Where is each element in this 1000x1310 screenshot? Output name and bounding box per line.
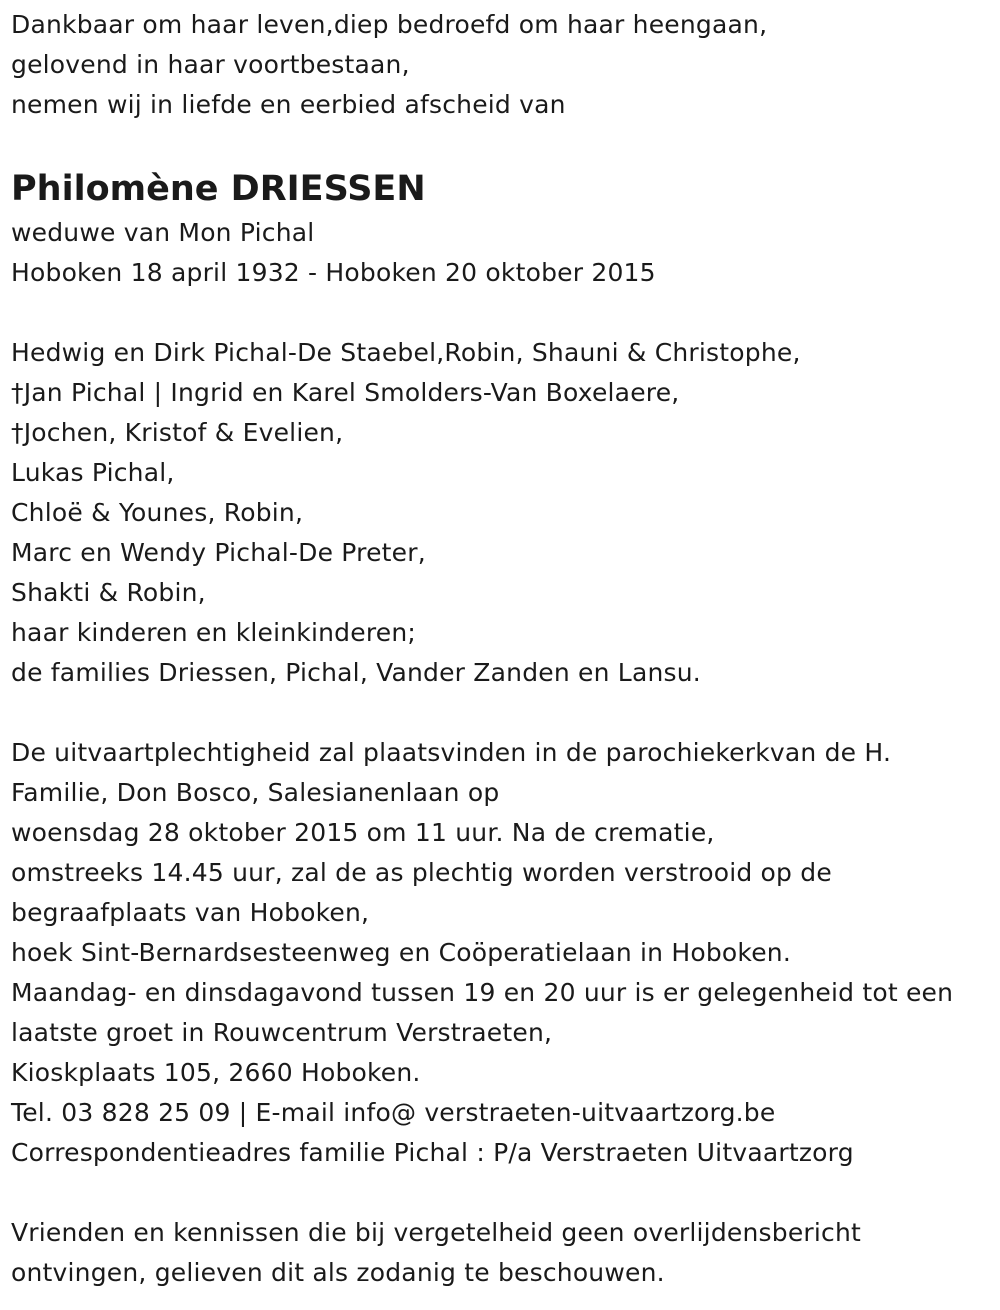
ceremony-block xyxy=(11,733,996,1173)
family-line: Chloë & Younes, Robin, xyxy=(11,498,304,527)
family-line: Lukas Pichal, xyxy=(11,458,175,487)
intro-line: nemen wij in liefde en eerbied afscheid van xyxy=(11,90,566,119)
ceremony-line: Kioskplaats 105, 2660 Hoboken. xyxy=(11,1058,421,1087)
family-line: †Jochen, Kristof & Evelien, xyxy=(11,418,344,447)
family-line: Shakti & Robin, xyxy=(11,578,206,607)
deceased-name: Philomène DRIESSEN xyxy=(11,169,426,209)
ceremony-line: laatste groet in Rouwcentrum Verstraeten, xyxy=(11,1018,553,1047)
intro-line: Dankbaar om haar leven,diep bedroefd om haar heengaan, xyxy=(11,10,768,39)
closing-line: Vrienden en kennissen die bij vergetelheid geen overlijdensbericht xyxy=(11,1218,862,1247)
ceremony-line: De uitvaartplechtigheid zal plaatsvinden in de parochiekerkvan de H. xyxy=(11,738,892,767)
life-dates: Hoboken 18 april 1932 - Hoboken 20 oktober 2015 xyxy=(11,258,656,287)
contact-line: Tel. 03 828 25 09 | E-mail info@ verstraeten-uitvaartzorg.be xyxy=(11,1098,776,1127)
family-line: de families Driessen, Pichal, Vander Zanden en Lansu. xyxy=(11,658,701,687)
spacer xyxy=(11,125,996,165)
correspondence-line: Correspondentieadres familie Pichal : P/a Verstraeten Uitvaartzorg xyxy=(11,1138,854,1167)
deceased-block xyxy=(11,165,996,293)
ceremony-line: Maandag- en dinsdagavond tussen 19 en 20 uur is er gelegenheid tot een xyxy=(11,978,954,1007)
ceremony-line: woensdag 28 oktober 2015 om 11 uur. Na de crematie, xyxy=(11,818,715,847)
family-line: Marc en Wendy Pichal-De Preter, xyxy=(11,538,426,567)
intro-block xyxy=(11,5,996,125)
intro-line: gelovend in haar voortbestaan, xyxy=(11,50,410,79)
family-line: †Jan Pichal | Ingrid en Karel Smolders-Van Boxelaere, xyxy=(11,378,680,407)
family-block xyxy=(11,333,996,693)
widow-of: weduwe van Mon Pichal xyxy=(11,218,315,247)
spacer xyxy=(11,293,996,333)
ceremony-line: hoek Sint-Bernardsesteenweg en Coöperatielaan in Hoboken. xyxy=(11,938,791,967)
ceremony-line: omstreeks 14.45 uur, zal de as plechtig worden verstrooid op de xyxy=(11,858,832,887)
closing-line: ontvingen, gelieven dit als zodanig te beschouwen. xyxy=(11,1258,665,1287)
spacer xyxy=(11,1173,996,1213)
obituary-notice xyxy=(11,5,996,1293)
closing-block xyxy=(11,1213,996,1293)
ceremony-line: begraafplaats van Hoboken, xyxy=(11,898,370,927)
ceremony-line: Familie, Don Bosco, Salesianenlaan op xyxy=(11,778,500,807)
family-line: Hedwig en Dirk Pichal-De Staebel,Robin, Shauni & Christophe, xyxy=(11,338,801,367)
family-line: haar kinderen en kleinkinderen; xyxy=(11,618,416,647)
spacer xyxy=(11,693,996,733)
